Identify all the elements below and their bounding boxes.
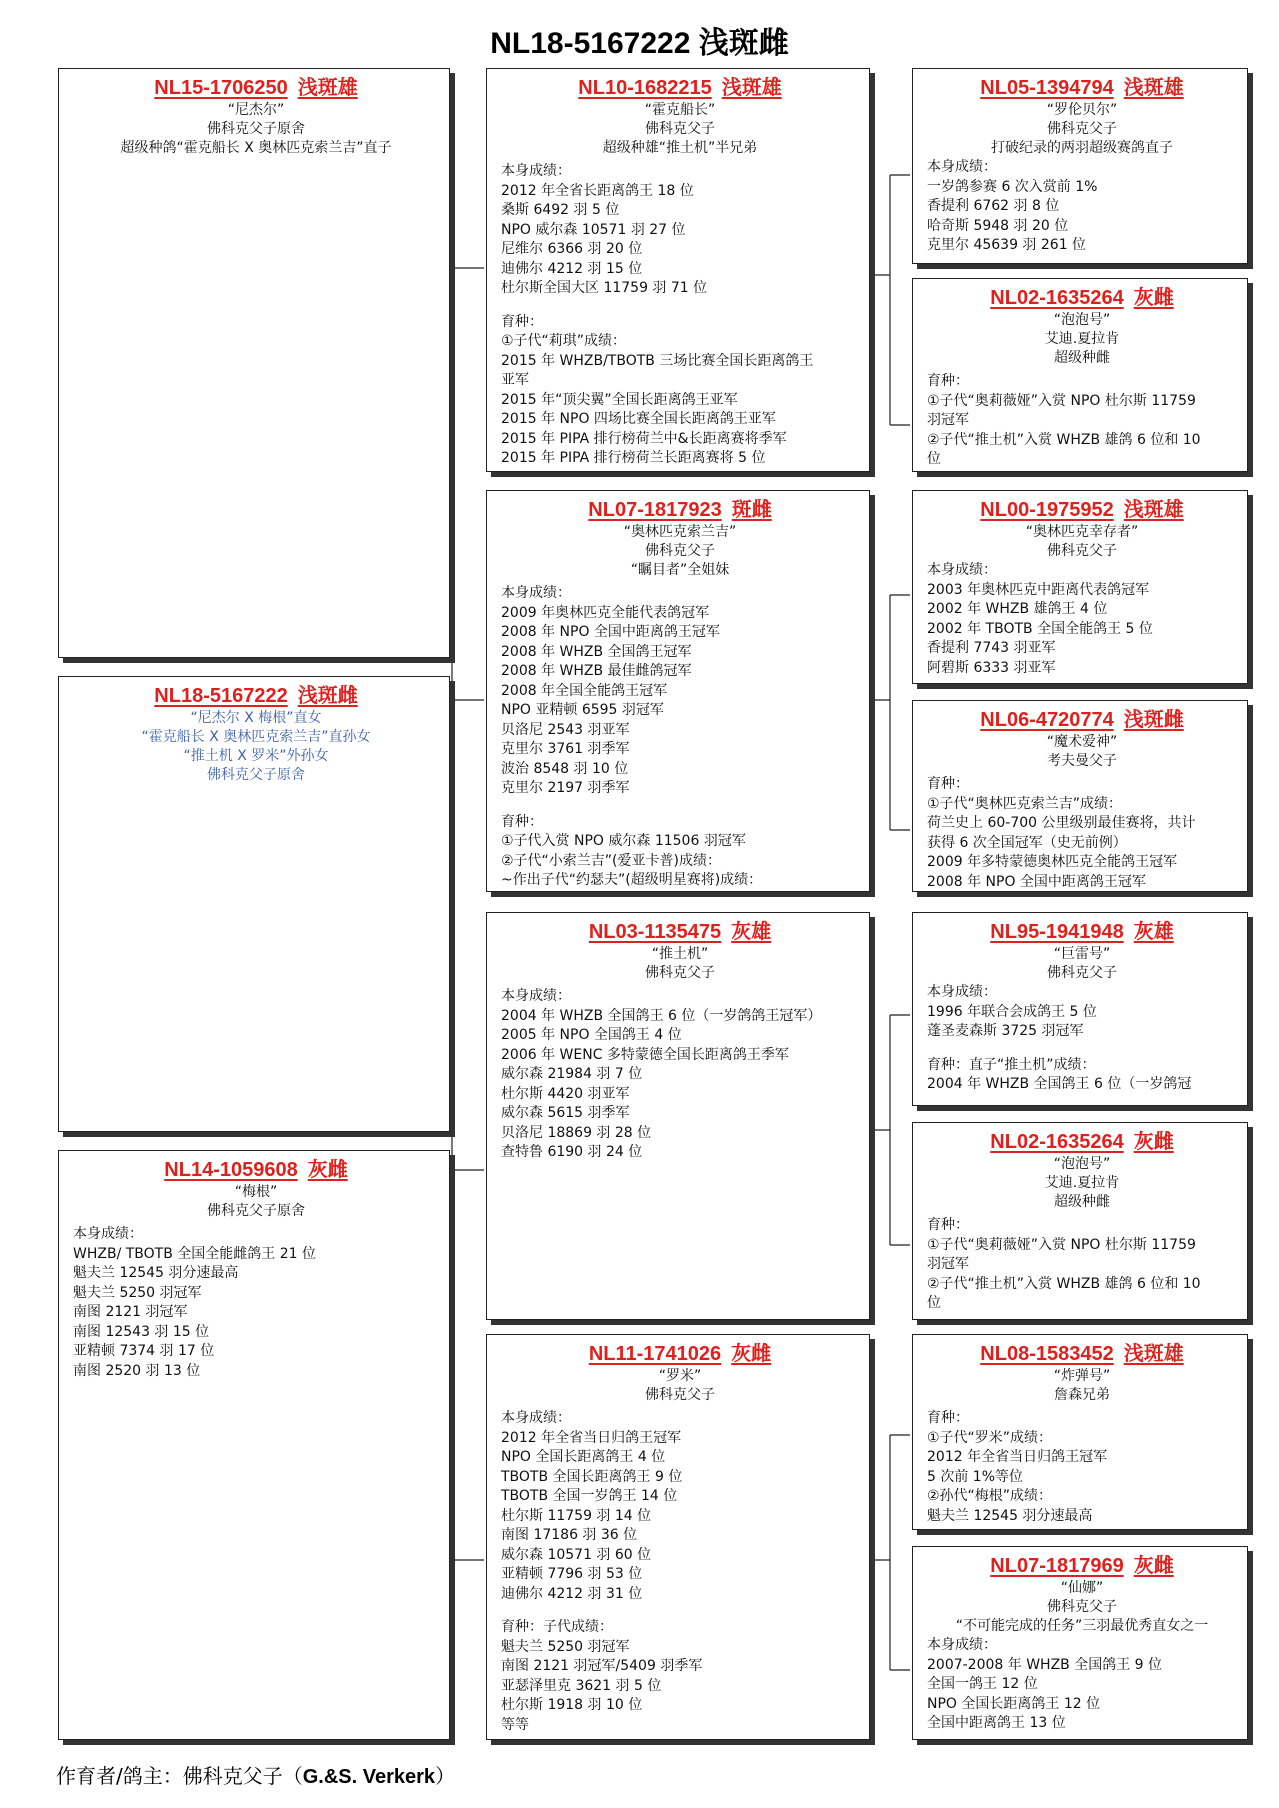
card-g3-5	[912, 912, 1248, 1106]
card-owner: 佛科克父子	[645, 543, 715, 559]
card-grandsire-1	[486, 68, 870, 472]
card-owner: 佛科克父子原舍	[207, 121, 305, 137]
card-gen1-sire	[58, 68, 450, 658]
card-note: “推土机 X 罗米”外孙女	[183, 748, 329, 764]
card-owner: 佛科克父子	[1047, 543, 1117, 559]
card-grandsire-2	[486, 912, 870, 1320]
card-g3-3	[912, 490, 1248, 684]
card-results: 本身成绩： 2007-2008 年 WHZB 全国鸽王 9 位 全国一鸽王 12 位 NPO 全国长距离鸽王 12 位 全国中距离鸽王 13 位	[927, 1637, 1163, 1731]
card-ring-number: NL02-1635264 灰雌	[990, 287, 1174, 309]
card-name: “炸弹号”	[1053, 1368, 1111, 1384]
card-g3-4	[912, 700, 1248, 892]
card-results: 本身成绩： 1996 年联合会成鸽王 5 位 蓬圣麦森斯 3725 羽冠军 育种：直子“推土机”成绩： 2004 年 WHZB 全国鸽王 6 位（一岁鸽冠	[927, 984, 1192, 1092]
card-name: “罗伦贝尔”	[1046, 102, 1118, 118]
breeder-footer: 作育者/鸽主：佛科克父子（G.&S. Verkerk）	[56, 1764, 456, 1788]
card-owner: 佛科克父子	[1047, 1599, 1117, 1615]
card-name: “巨雷号”	[1053, 946, 1111, 962]
card-note: “不可能完成的任务”三羽最优秀直女之一	[955, 1618, 1209, 1634]
card-results: 本身成绩： 一岁鸽参赛 6 次入赏前 1% 香提利 6762 羽 8 位 哈奇斯 5948 羽 20 位 克里尔 45639 羽 261 位	[927, 159, 1098, 253]
card-g3-2	[912, 278, 1248, 472]
card-ring-number: NL95-1941948 灰雄	[990, 921, 1174, 943]
card-ring-number: NL06-4720774 浅斑雌	[980, 709, 1184, 731]
card-g3-7	[912, 1334, 1248, 1530]
card-owner: 佛科克父子	[1047, 965, 1117, 981]
card-owner: 艾迪.夏拉肯	[1044, 331, 1120, 347]
card-ring-number: NL07-1817923 斑雌	[588, 499, 772, 521]
card-name: “罗米”	[658, 1368, 702, 1384]
card-name: “奥林匹克索兰吉”	[623, 524, 737, 540]
card-note: 超级种雌	[1054, 350, 1110, 366]
card-ring-number: NL00-1975952 浅斑雄	[980, 499, 1184, 521]
card-owner: 詹森兄弟	[1054, 1387, 1110, 1403]
card-note: 超级种雌	[1054, 1194, 1110, 1210]
card-gen1-dam	[58, 1150, 450, 1740]
card-name: “魔术爱神”	[1046, 734, 1118, 750]
card-note: 超级种鸽“霍克船长 X 奥林匹克索兰吉”直子	[120, 140, 392, 156]
card-owner: 考夫曼父子	[1047, 753, 1117, 769]
card-ring-number: NL08-1583452 浅斑雄	[980, 1343, 1184, 1365]
card-ring-number: NL05-1394794 浅斑雄	[980, 77, 1184, 99]
page-title: NL18-5167222 浅斑雌	[490, 27, 789, 60]
card-owner: 佛科克父子	[1047, 121, 1117, 137]
card-results: 育种： ①子代“奥林匹克索兰吉”成绩： 荷兰史上 60-700 公里级别最佳赛将，共计 获得 6 次全国冠军（史无前例） 2009 年多特蒙德奥林匹克全能鸽王冠军 2008 年 NPO 全国中距离鸽王冠军	[927, 776, 1196, 890]
card-owner: 佛科克父子原舍	[207, 1203, 305, 1219]
card-subject	[58, 676, 450, 1132]
card-granddam-2	[486, 1334, 870, 1740]
card-results: 本身成绩： 2012 年全省当日归鸽王冠军 NPO 全国长距离鸽王 4 位 TBOTB 全国长距离鸽王 9 位 TBOTB 全国一岁鸽王 14 位 杜尔斯 11759 羽 14 位 南图 17186 羽 36 位 威尔森 10571 羽 60 位 亚精顿 7796 羽 53 位 迪佛尔 4212 羽 31 位 育种：子代成绩： 魁夫兰 5250 羽冠军 南图 2121 羽冠军/5409 羽季军 亚瑟泽里克 3621 羽 5 位 杜尔斯 1918 羽 10 位 等等	[501, 1410, 703, 1733]
card-note: “霍克船长 X 奥林匹克索兰吉”直孙女	[141, 729, 371, 745]
card-owner: 艾迪.夏拉肯	[1044, 1175, 1120, 1191]
card-owner: 佛科克父子	[645, 121, 715, 137]
card-note: 打破纪录的两羽超级赛鸽直子	[991, 140, 1173, 156]
card-owner: 佛科克父子	[645, 965, 715, 981]
card-g3-6	[912, 1122, 1248, 1320]
card-ring-number: NL10-1682215 浅斑雄	[578, 77, 782, 99]
card-ring-number: NL07-1817969 灰雌	[990, 1555, 1174, 1577]
card-ring-number: NL18-5167222 浅斑雌	[154, 685, 358, 707]
card-results: 本身成绩： 2003 年奥林匹克中距离代表鸽冠军 2002 年 WHZB 雄鸽王 4 位 2002 年 TBOTB 全国全能鸽王 5 位 香提利 7743 羽亚军 阿碧斯 6333 羽亚军	[927, 562, 1153, 676]
card-results: 本身成绩： WHZB/ TBOTB 全国全能雌鸽王 21 位 魁夫兰 12545 羽分速最高 魁夫兰 5250 羽冠军 南图 2121 羽冠军 南图 12543 羽 15 位 亚精顿 7374 羽 17 位 南图 2520 羽 13 位	[73, 1226, 316, 1379]
card-granddam-1	[486, 490, 870, 892]
card-ring-number: NL14-1059608 灰雌	[164, 1159, 348, 1181]
card-results: 育种： ①子代“奥莉薇娅”入赏 NPO 杜尔斯 11759 羽冠军 ②子代“推土机”入赏 WHZB 雄鸽 6 位和 10 位	[927, 1217, 1201, 1311]
card-note: “瞩目者”全姐妹	[630, 562, 730, 578]
card-owner: 佛科克父子原舍	[207, 767, 305, 783]
card-results: 育种： ①子代“罗米”成绩： 2012 年全省当日归鸽王冠军 5 次前 1%等位 ②孙代“梅根”成绩： 魁夫兰 12545 羽分速最高	[927, 1410, 1108, 1524]
card-results: 本身成绩： 2004 年 WHZB 全国鸽王 6 位（一岁鸽鸽王冠军） 2005 年 NPO 全国鸽王 4 位 2006 年 WENC 多特蒙德全国长距离鸽王季军 威尔森 21984 羽 7 位 杜尔斯 4420 羽亚军 威尔森 5615 羽季军 贝洛尼 18869 羽 28 位 查特鲁 6190 羽 24 位	[501, 988, 822, 1160]
card-name: “泡泡号”	[1053, 312, 1111, 328]
card-name: “泡泡号”	[1053, 1156, 1111, 1172]
card-ring-number: NL02-1635264 灰雌	[990, 1131, 1174, 1153]
card-name: “奥林匹克幸存者”	[1025, 524, 1139, 540]
card-name: “霍克船长”	[644, 102, 716, 118]
card-note: “尼杰尔 X 梅根”直女	[190, 710, 322, 726]
card-ring-number: NL15-1706250 浅斑雄	[154, 77, 358, 99]
card-name: “仙娜”	[1060, 1580, 1104, 1596]
card-results: 本身成绩： 2009 年奥林匹克全能代表鸽冠军 2008 年 NPO 全国中距离鸽王冠军 2008 年 WHZB 全国鸽王冠军 2008 年 WHZB 最佳雌鸽冠军 2008 年全国全能鸽王冠军 NPO 亚精顿 6595 羽冠军 贝洛尼 2543 羽亚军 克里尔 3761 羽季军 波治 8548 羽 10 位 克里尔 2197 羽季军 育种： ①子代入赏 NPO 威尔森 11506 羽冠军 ②子代“小索兰吉”(爱亚卡普)成绩： ~作出子代“约瑟夫”(超级明星赛将)成绩：	[501, 585, 763, 888]
card-name: “推土机”	[651, 946, 709, 962]
card-note: 超级种雄“推土机”半兄弟	[602, 140, 758, 156]
card-results: 育种： ①子代“奥莉薇娅”入赏 NPO 杜尔斯 11759 羽冠军 ②子代“推土机”入赏 WHZB 雄鸽 6 位和 10 位	[927, 373, 1201, 467]
card-g3-8	[912, 1546, 1248, 1740]
card-owner: 佛科克父子	[645, 1387, 715, 1403]
card-ring-number: NL03-1135475 灰雄	[588, 921, 772, 943]
card-ring-number: NL11-1741026 灰雌	[588, 1343, 772, 1365]
card-name: “尼杰尔”	[227, 102, 285, 118]
card-name: “梅根”	[234, 1184, 278, 1200]
card-results: 本身成绩： 2012 年全省长距离鸽王 18 位 桑斯 6492 羽 5 位 NPO 威尔森 10571 羽 27 位 尼维尔 6366 羽 20 位 迪佛尔 4212 羽 15 位 杜尔斯全国大区 11759 羽 71 位 育种： ①子代“莉琪”成绩： 2015 年 WHZB/TBOTB 三场比赛全国长距离鸽王 亚军 2015 年“顶尖翼”全国长距离鸽王亚军 2015 年 NPO 四场比赛全国长距离鸽王亚军 2015 年 PIPA 排行榜荷兰中&长距离赛将季军 2015 年 PIPA 排行榜荷兰长距离赛将 5 位	[501, 163, 814, 466]
card-g3-1	[912, 68, 1248, 264]
